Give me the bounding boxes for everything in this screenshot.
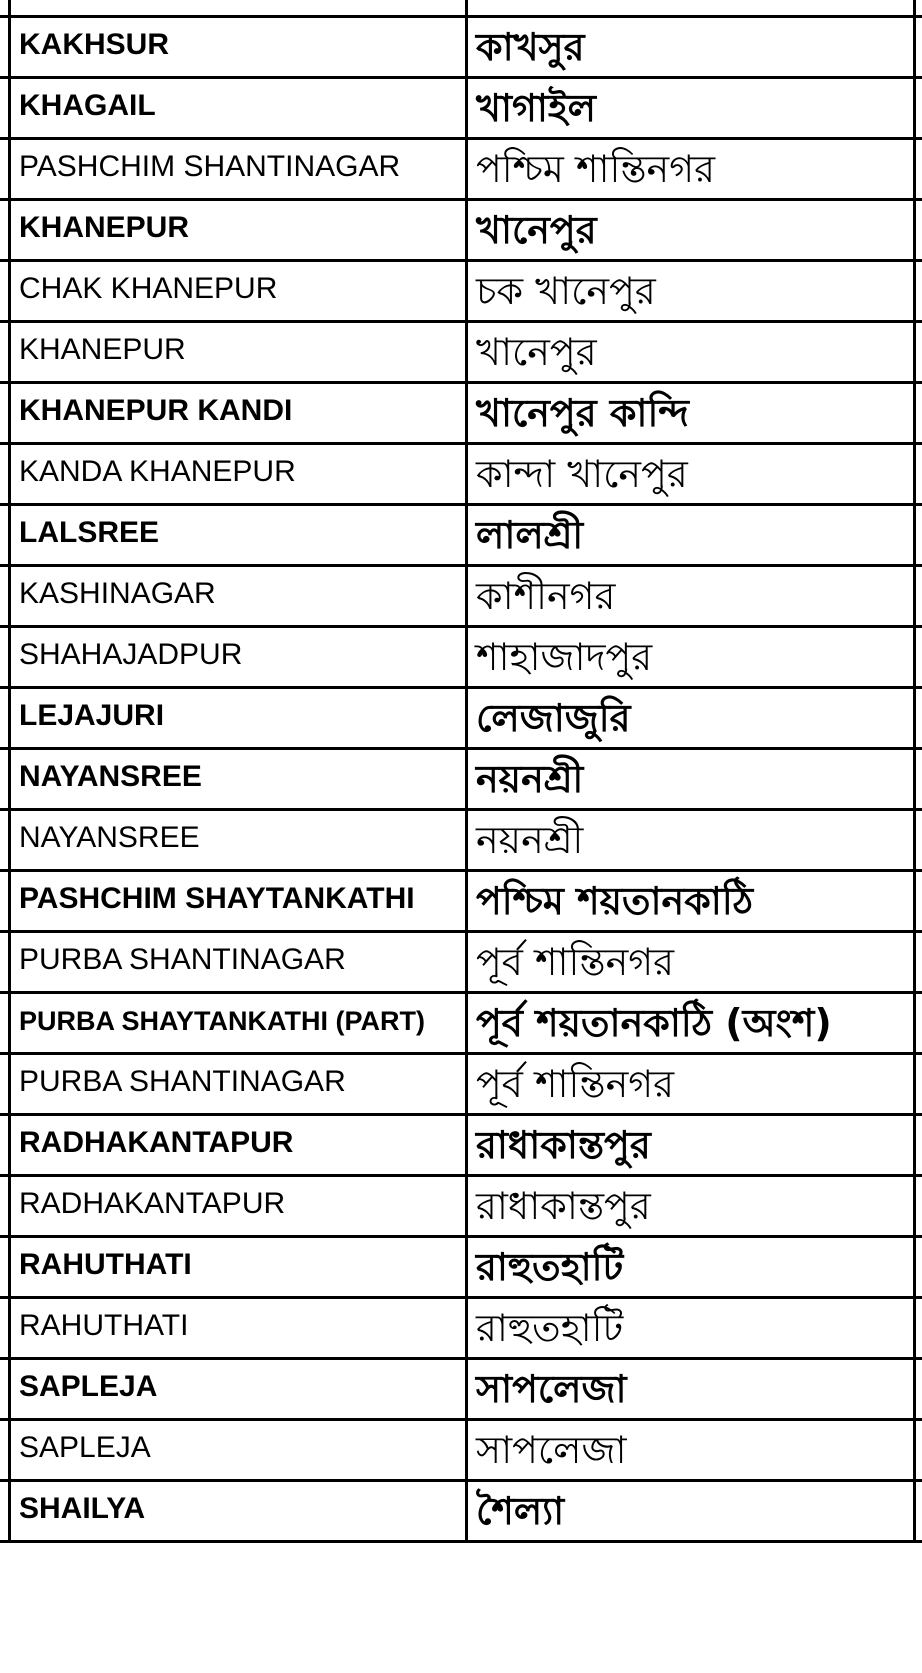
english-name-cell: KANDA KHANEPUR <box>8 445 468 503</box>
english-name-cell: PURBA SHANTINAGAR <box>8 1055 468 1113</box>
english-name-cell: RADHAKANTAPUR <box>8 1116 468 1174</box>
english-name-cell: SHAHAJADPUR <box>8 628 468 686</box>
english-name-cell: PASHCHIM SHAYTANKATHI <box>8 872 468 930</box>
bengali-name-cell: লেজাজুরি <box>468 689 916 747</box>
table-row <box>0 1421 922 1482</box>
bengali-name-cell: শাহাজাদপুর <box>468 628 916 686</box>
bengali-name-cell: রাধাকান্তপুর <box>468 1177 916 1235</box>
english-name-cell: RADHAKANTAPUR <box>8 1177 468 1235</box>
english-name-cell: KASHINAGAR <box>8 567 468 625</box>
bengali-name-cell: সাপলেজা <box>468 1421 916 1479</box>
english-name-cell: SAPLEJA <box>8 1360 468 1418</box>
bengali-name-cell: খানেপুর <box>468 323 916 381</box>
bengali-name-cell: পূর্ব শয়তানকাঠি (অংশ) <box>468 994 916 1052</box>
table-row <box>0 445 922 506</box>
bengali-name-cell: কান্দা খানেপুর <box>468 445 916 503</box>
bengali-name-cell: পূর্ব শান্তিনগর <box>468 1055 916 1113</box>
english-name-cell: NAYANSREE <box>8 811 468 869</box>
bengali-name-cell: সাপলেজা <box>468 1360 916 1418</box>
english-name-cell: NAYANSREE <box>8 750 468 808</box>
english-name-cell: PURBA SHAYTANKATHI (PART) <box>8 994 468 1052</box>
bengali-name-cell: খানেপুর <box>468 201 916 259</box>
bengali-name-cell: চক খানেপুর <box>468 262 916 320</box>
english-name-cell: SHAILYA <box>8 1482 468 1540</box>
english-name-cell: LALSREE <box>8 506 468 564</box>
table-row <box>0 384 922 445</box>
table-row <box>0 323 922 384</box>
english-name-cell: KAKHSUR <box>8 18 468 76</box>
table-row <box>0 567 922 628</box>
table-row <box>0 506 922 567</box>
table-row <box>0 140 922 201</box>
table-row <box>0 933 922 994</box>
english-name-cell: KHANEPUR KANDI <box>8 384 468 442</box>
table-row <box>0 1238 922 1299</box>
table-row <box>0 1482 922 1543</box>
column-divider-left <box>8 0 11 16</box>
table-row <box>0 689 922 750</box>
table-row <box>0 628 922 689</box>
table-row <box>0 201 922 262</box>
table-row <box>0 750 922 811</box>
bengali-name-cell: পূর্ব শান্তিনগর <box>468 933 916 991</box>
english-name-cell: KHAGAIL <box>8 79 468 137</box>
table-row <box>0 1055 922 1116</box>
bengali-name-cell: কাখসুর <box>468 18 916 76</box>
table-row <box>0 872 922 933</box>
english-name-cell: KHANEPUR <box>8 323 468 381</box>
bengali-name-cell: লালশ্রী <box>468 506 916 564</box>
village-name-table <box>0 15 922 1543</box>
table-row <box>0 1299 922 1360</box>
table-row <box>0 18 922 79</box>
table-row <box>0 262 922 323</box>
english-name-cell: RAHUTHATI <box>8 1238 468 1296</box>
table-row <box>0 1360 922 1421</box>
bengali-name-cell: রাধাকান্তপুর <box>468 1116 916 1174</box>
english-name-cell: PASHCHIM SHANTINAGAR <box>8 140 468 198</box>
table-row <box>0 79 922 140</box>
column-divider-right <box>913 0 916 16</box>
english-name-cell: RAHUTHATI <box>8 1299 468 1357</box>
bengali-name-cell: শৈল্যা <box>468 1482 916 1540</box>
table-row <box>0 1177 922 1238</box>
english-name-cell: LEJAJURI <box>8 689 468 747</box>
column-divider-middle <box>465 0 468 16</box>
bengali-name-cell: রাহুতহাটি <box>468 1238 916 1296</box>
bengali-name-cell: রাহুতহাটি <box>468 1299 916 1357</box>
english-name-cell: PURBA SHANTINAGAR <box>8 933 468 991</box>
english-name-cell: CHAK KHANEPUR <box>8 262 468 320</box>
bengali-name-cell: খাগাইল <box>468 79 916 137</box>
bengali-name-cell: কাশীনগর <box>468 567 916 625</box>
table-row <box>0 811 922 872</box>
bengali-name-cell: নয়নশ্রী <box>468 750 916 808</box>
bengali-name-cell: খানেপুর কান্দি <box>468 384 916 442</box>
table-row <box>0 1116 922 1177</box>
bengali-name-cell: পশ্চিম শয়তানকাঠি <box>468 872 916 930</box>
english-name-cell: KHANEPUR <box>8 201 468 259</box>
bengali-name-cell: নয়নশ্রী <box>468 811 916 869</box>
english-name-cell: SAPLEJA <box>8 1421 468 1479</box>
bengali-name-cell: পশ্চিম শান্তিনগর <box>468 140 916 198</box>
table-row <box>0 994 922 1055</box>
